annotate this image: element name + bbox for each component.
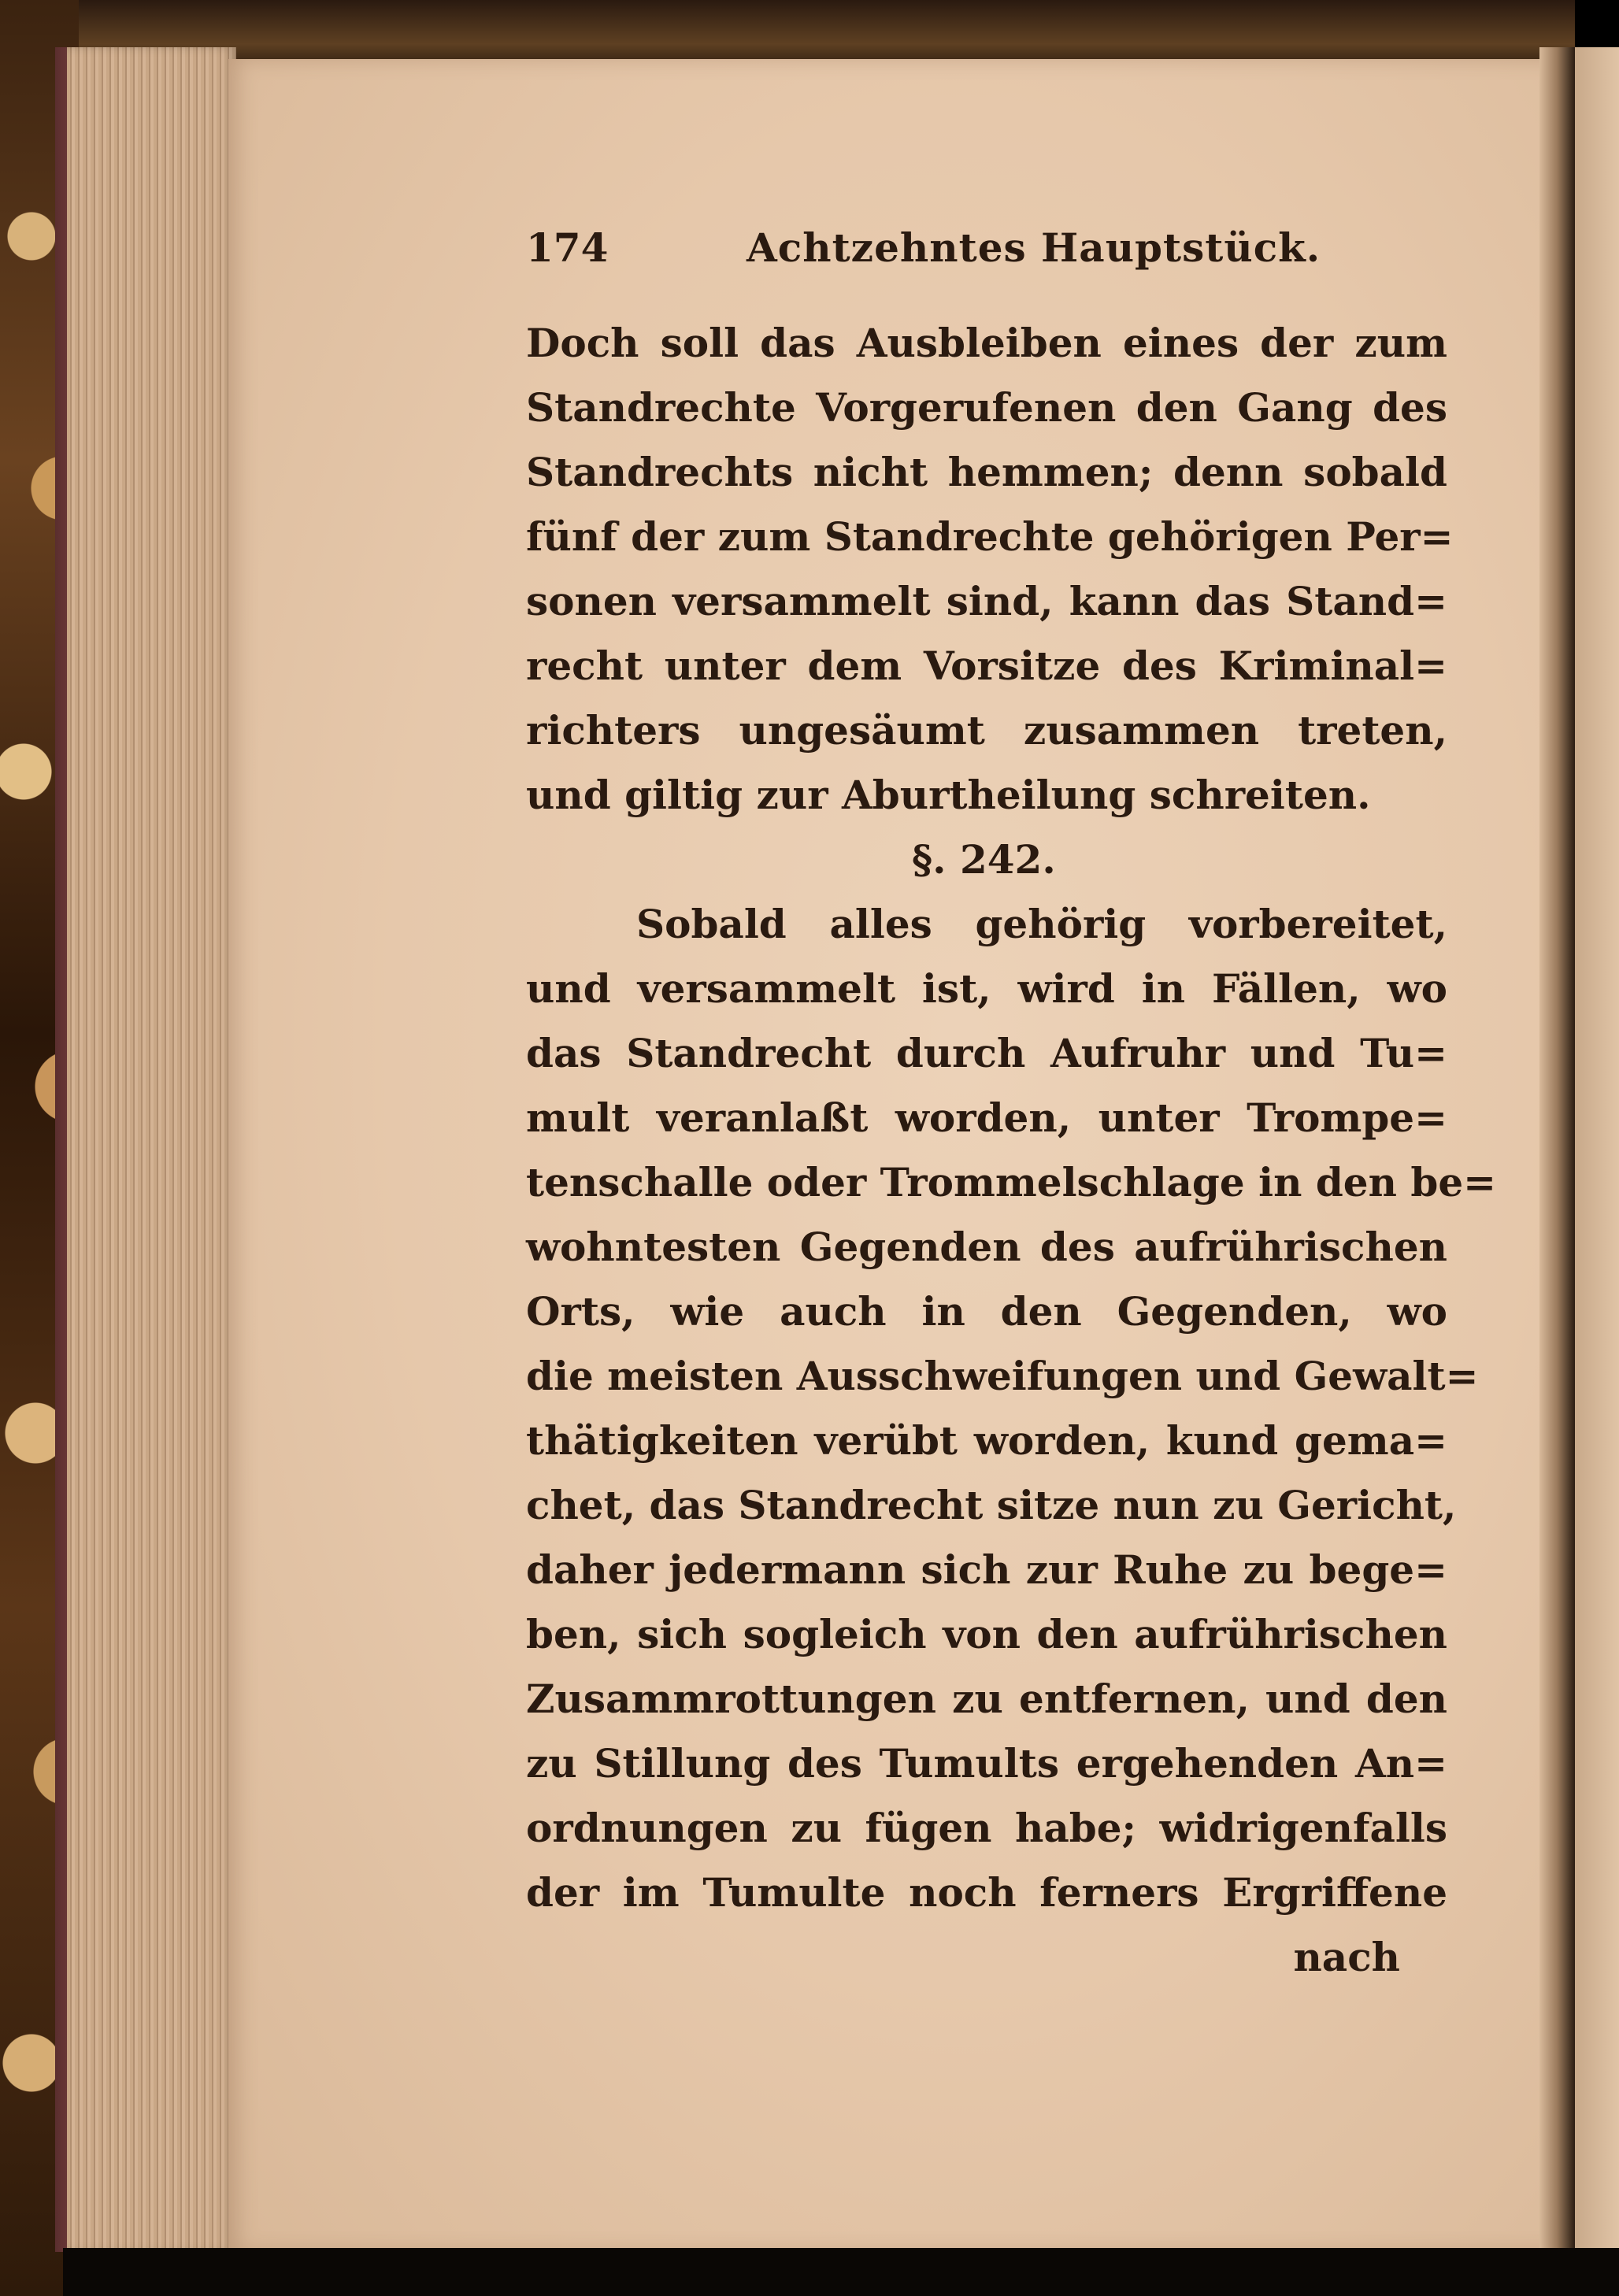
text-line: daher jedermann sich zur Ruhe zu bege= xyxy=(526,1546,1447,1593)
text-line: das Standrecht durch Aufruhr und Tu= xyxy=(526,1030,1447,1076)
text-line: fünf der zum Standrechte gehörigen Per= xyxy=(526,513,1454,560)
text-line: Doch soll das Ausbleiben eines der zum xyxy=(526,320,1447,366)
page-number: 174 xyxy=(526,224,609,271)
text-line: die meisten Ausschweifungen und Gewalt= xyxy=(526,1353,1479,1399)
text-line: ben, sich sogleich von den aufrührischen xyxy=(526,1611,1447,1657)
text-line: und versammelt ist, wird in Fällen, wo xyxy=(526,965,1447,1012)
text-line: mult veranlaßt worden, unter Trompe= xyxy=(526,1094,1447,1141)
paragraph-2 xyxy=(526,892,1497,1925)
page-body xyxy=(526,311,1497,1990)
book-top-board xyxy=(79,0,1575,63)
book-gutter xyxy=(1539,47,1575,2252)
text-line: recht unter dem Vorsitze des Kriminal= xyxy=(526,643,1447,689)
text-line: wohntesten Gegenden des aufrührischen xyxy=(526,1224,1447,1270)
text-line: Zusammrottungen zu entfernen, und den xyxy=(526,1676,1447,1722)
text-line: Standrechte Vorgerufenen den Gang des xyxy=(526,384,1447,431)
text-line: Sobald alles gehörig vorbereitet, xyxy=(636,901,1447,947)
page-header xyxy=(526,224,1463,280)
text-line: thätigkeiten verübt worden, kund gema= xyxy=(526,1417,1447,1464)
book-bottom-board xyxy=(63,2248,1619,2296)
text-line: ordnungen zu fügen habe; widrigenfalls xyxy=(526,1805,1447,1851)
running-head: Achtzehntes Hauptstück. xyxy=(747,224,1321,271)
text-line: Standrechts nicht hemmen; denn sobald xyxy=(526,449,1447,495)
paragraph-1 xyxy=(526,311,1454,828)
text-line: und giltig zur Aburtheilung schreiten. xyxy=(526,772,1371,818)
catchword: nach xyxy=(1293,1934,1400,1980)
text-line: der im Tumulte noch ferners Ergriffene xyxy=(526,1869,1447,1916)
section-heading: §. 242. xyxy=(912,836,1056,883)
text-line: tenschalle oder Trommelschlage in den be= xyxy=(526,1159,1497,1205)
facing-page-edge xyxy=(1575,47,1619,2252)
text-line: Orts, wie auch in den Gegenden, wo xyxy=(526,1288,1447,1335)
text-line: chet, das Standrecht sitze nun zu Gericht, xyxy=(526,1482,1457,1528)
text-line: zu Stillung des Tumults ergehenden An= xyxy=(526,1740,1447,1787)
text-line: richters ungesäumt zusammen treten, xyxy=(526,707,1447,754)
text-line: sonen versammelt sind, kann das Stand= xyxy=(526,578,1447,624)
page-stack-edges xyxy=(67,47,236,2252)
